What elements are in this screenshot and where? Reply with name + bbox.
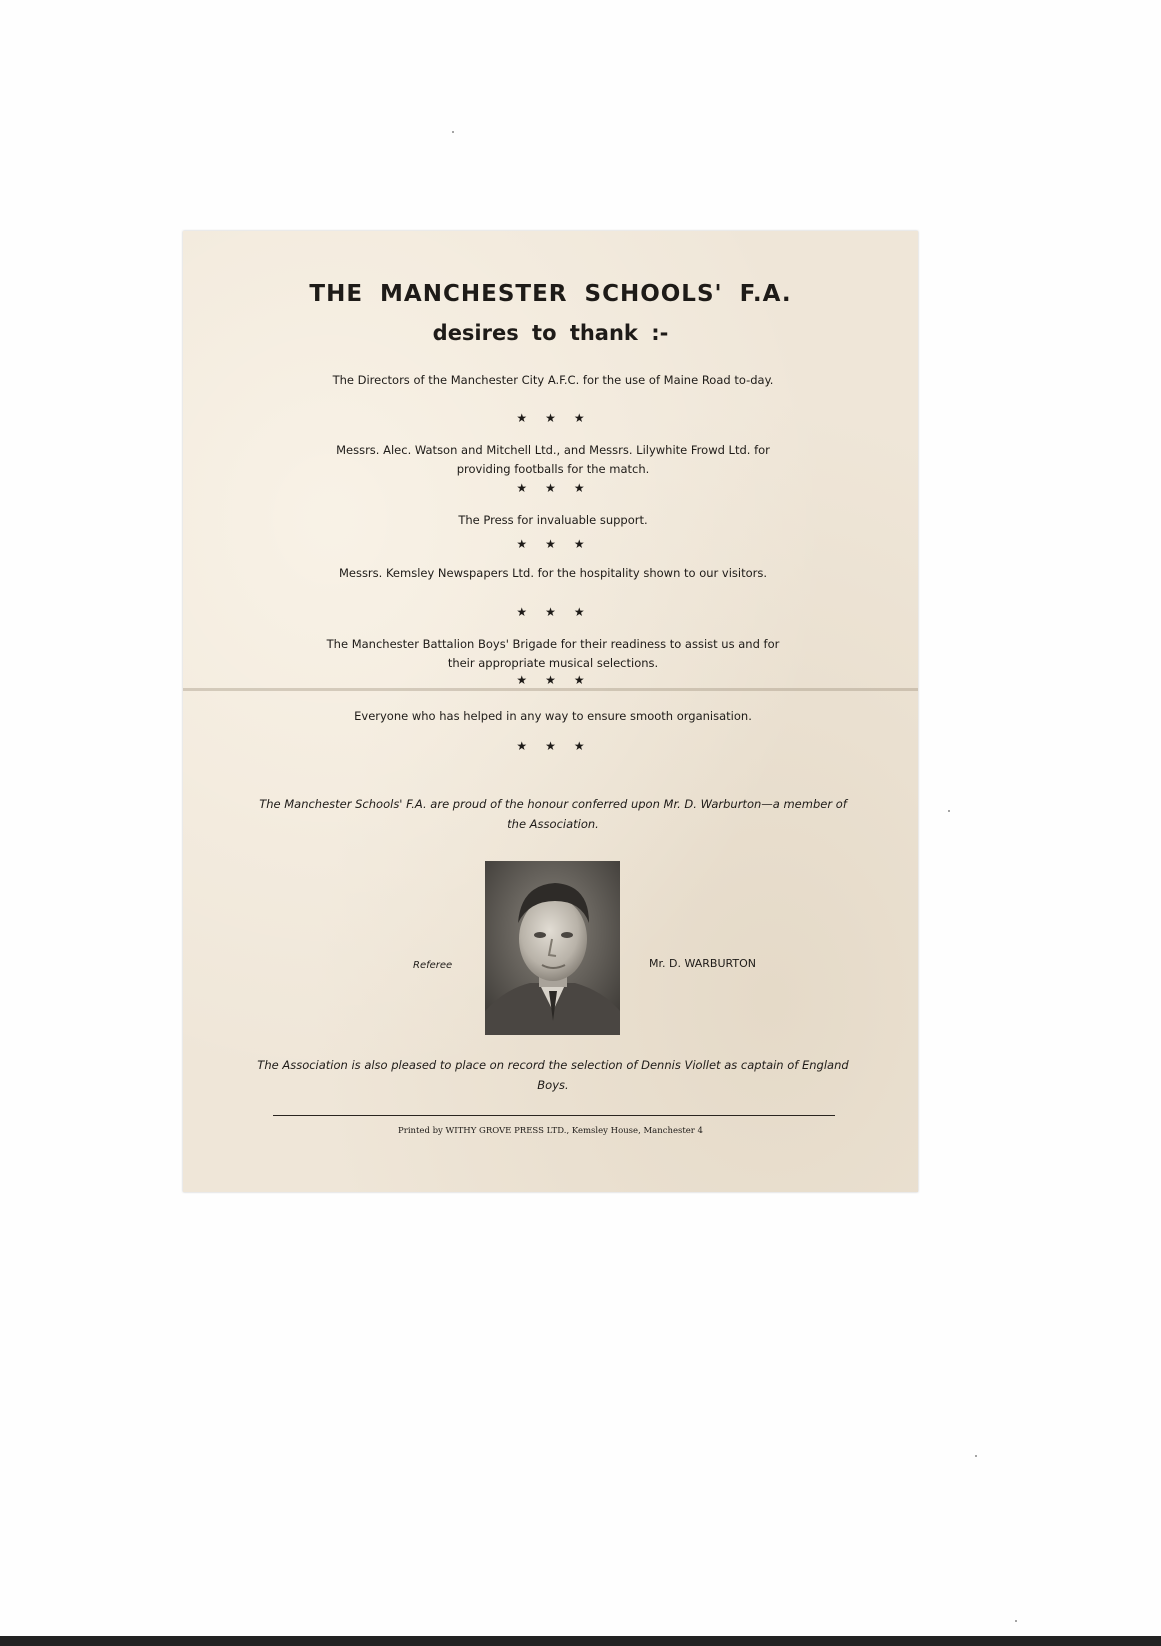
thanks-item-everyone: Everyone who has helped in any way to ensure smooth organisation.: [354, 709, 752, 723]
honour-note: The Manchester Schools' F.A. are proud of the honour conferred upon Mr. D. Warburton—a member of the Association.: [259, 797, 847, 831]
document-subtitle: desires to thank :-: [432, 321, 669, 345]
star-separator: ★★★: [516, 537, 603, 551]
thanks-item-manchester-city: The Directors of the Manchester City A.F.C. for the use of Maine Road to-day.: [332, 373, 774, 387]
thanks-item-press: The Press for invaluable support.: [458, 513, 648, 527]
photo-caption-referee: Referee: [413, 960, 453, 971]
paper-fold-line: [183, 688, 918, 691]
dust-speck: [452, 131, 454, 133]
star-separator: ★★★: [516, 605, 603, 619]
dust-speck: [948, 810, 950, 812]
printer-imprint: Printed by WITHY GROVE PRESS LTD., Kemsley House, Manchester 4: [398, 1126, 703, 1136]
star-separator: ★★★: [516, 739, 603, 753]
programme-sheet: [183, 231, 918, 1192]
document-title: THE MANCHESTER SCHOOLS' F.A.: [309, 281, 792, 307]
selection-note: The Association is also pleased to place on record the selection of Dennis Viollet as captain of England Boys.: [257, 1058, 849, 1092]
dust-speck: [1015, 1620, 1017, 1622]
portrait-image: [485, 861, 620, 1035]
portrait-photo: [485, 861, 620, 1035]
photo-caption-name: Mr. D. WARBURTON: [649, 957, 756, 970]
dust-speck: [975, 1455, 977, 1457]
scan-bottom-edge: [0, 1636, 1161, 1646]
star-separator: ★★★: [516, 411, 603, 425]
thanks-item-kemsley: Messrs. Kemsley Newspapers Ltd. for the hospitality shown to our visitors.: [338, 566, 768, 580]
star-separator: ★★★: [516, 673, 603, 687]
thanks-item-boys-brigade: The Manchester Battalion Boys' Brigade for their readiness to assist us and for their appropriate musical selections.: [326, 637, 780, 670]
footer-rule: [273, 1115, 835, 1116]
star-separator: ★★★: [516, 481, 603, 495]
thanks-item-footballs: Messrs. Alec. Watson and Mitchell Ltd., and Messrs. Lilywhite Frowd Ltd. for providing footballs for the match.: [336, 443, 770, 476]
